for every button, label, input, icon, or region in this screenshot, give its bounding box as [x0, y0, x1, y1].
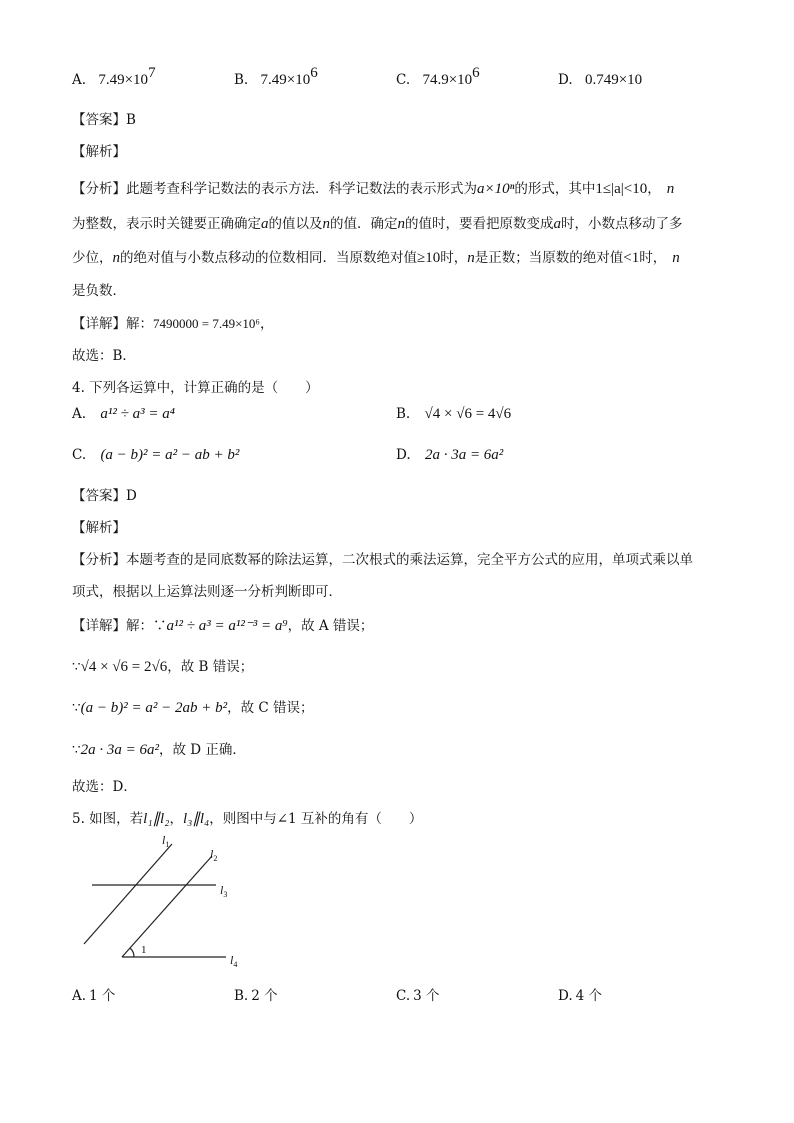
label-l3: $l_3$ [220, 883, 228, 899]
q4-detail-step-4: ∵2a · 3a = 6a²，故 D 正确． [72, 742, 246, 758]
angle-1-arc [130, 948, 134, 957]
q4-fenxi-line-2: 项式，根据以上运算法则逐一分析判断即可． [72, 584, 342, 600]
q3-option-a: A. $7.49\times 10^7$ [72, 65, 156, 88]
q4-fenxi-line-1: 【分析】本题考查的是同底数幂的除法运算，二次根式的乘法运算，完全平方公式的应用，单项式乘以单 [72, 552, 693, 568]
q5-option-b: B. 2 个 [234, 988, 278, 1004]
q3-fenxi-line-1: 【分析】此题考查科学记数法的表示方法．科学记数法的表示形式为a×10ⁿ的形式，其中1≤|a|<10， n [72, 181, 675, 197]
label-l2: $l_2$ [210, 847, 218, 863]
q3-answer: 【答案】B [72, 112, 136, 128]
q4-option-b: B. √4 × √6 = 4√6 [396, 406, 512, 422]
q4-option-c: C. (a − b)² = a² − ab + b² [72, 447, 240, 463]
q4-detail-step-2: ∵√4 × √6 = 2√6，故 B 错误； [72, 659, 254, 675]
q3-fenxi-line-3: 少位，n的绝对值与小数点移动的位数相同．当原数绝对值≥10时，n是正数；当原数的绝对值<1时， n [72, 250, 680, 266]
q4-detail-step-3: ∵(a − b)² = a² − 2ab + b²，故 C 错误； [72, 700, 314, 716]
line-l1 [84, 844, 172, 944]
line-l2 [122, 856, 212, 957]
q4-conclusion: 故选：D． [72, 779, 137, 795]
label-angle-1: 1 [141, 944, 147, 956]
q3-fenxi-line-2: 为整数，表示时关键要正确确定a的值以及n的值．确定n的值时，要看把原数变成a时，小数点移动了多 [72, 216, 683, 232]
q4-stem: 4. 下列各运算中，计算正确的是（ ） [72, 380, 319, 396]
label-l4: $l_4$ [230, 953, 238, 969]
q3-conclusion: 故选：B． [72, 348, 136, 364]
q4-option-a: A. a¹² ÷ a³ = a⁴ [72, 406, 175, 422]
q4-analysis-heading: 【解析】 [72, 520, 126, 536]
q3-analysis-heading: 【解析】 [72, 144, 126, 160]
q3-option-c: C. $74.9\times 10^6$ [396, 65, 480, 88]
q3-option-d: D. 0.749×10 [558, 72, 643, 88]
q5-stem: 5. 如图，若l₁∥l₂，l₃∥l₄，则图中与∠1 互补的角有（ ） [72, 811, 423, 827]
label-l1: $l_1$ [162, 833, 170, 849]
q5-option-a: A. 1 个 [72, 988, 116, 1004]
q3-option-b: B. $7.49\times 10^6$ [234, 65, 318, 88]
q5-figure [70, 830, 260, 975]
q4-answer: 【答案】D [72, 488, 137, 504]
q5-option-c: C. 3 个 [396, 988, 440, 1004]
q3-fenxi-line-4: 是负数． [72, 283, 126, 299]
q4-detail-step-1: 【详解】解：∵a¹² ÷ a³ = a¹²⁻³ = a⁹，故 A 错误； [72, 618, 374, 634]
q3-detail: 【详解】解：7490000 = 7.49×10⁶， [72, 316, 274, 332]
q5-option-d: D. 4 个 [558, 988, 603, 1004]
q4-option-d: D. 2a · 3a = 6a² [396, 447, 504, 463]
